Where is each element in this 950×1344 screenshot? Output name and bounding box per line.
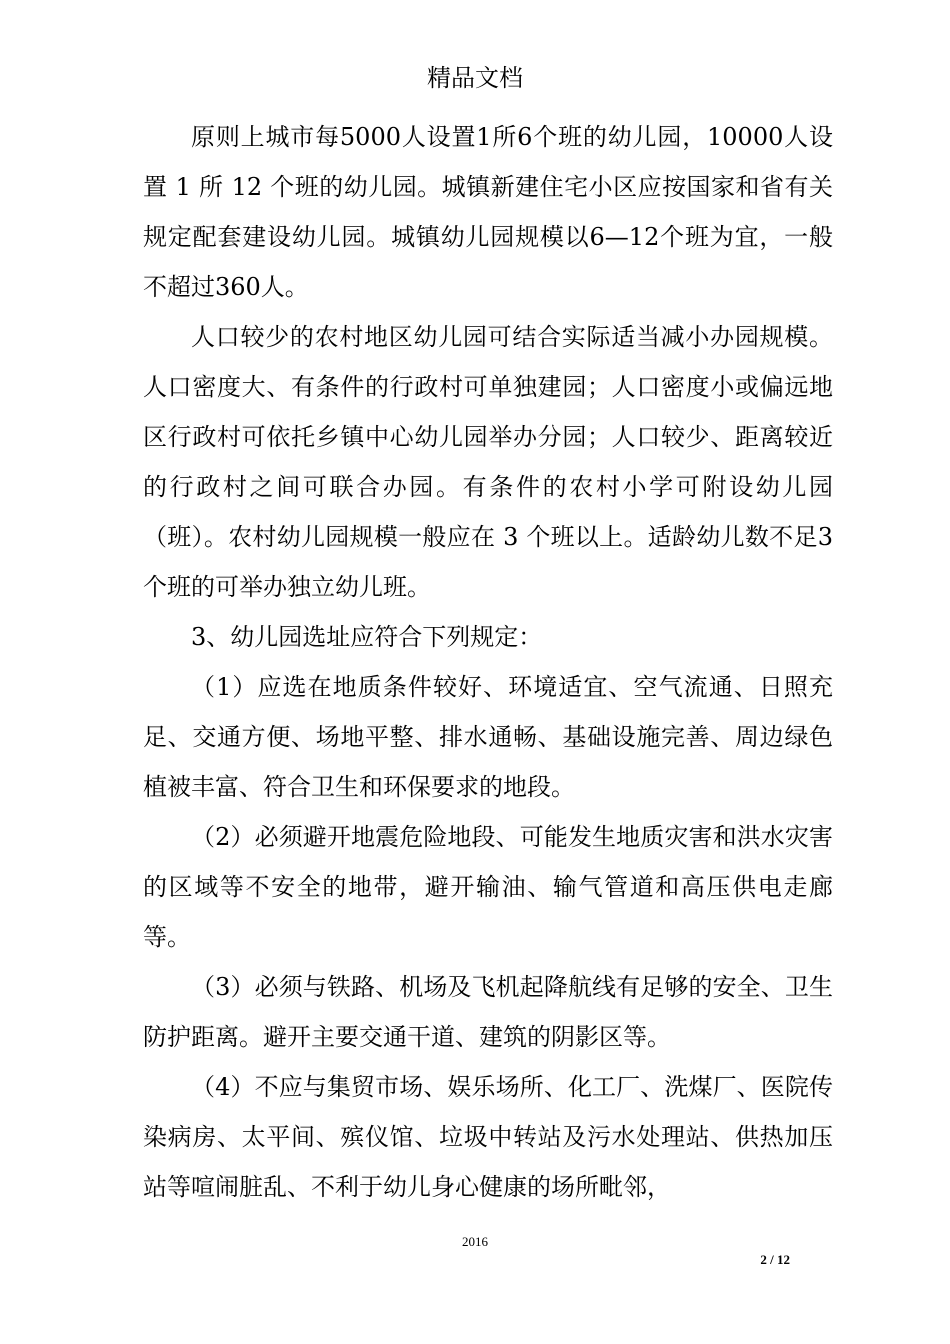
paragraph-kindergarten-scale-urban: 原则上城市每5000人设置1所6个班的幼儿园，10000人设置 1 所 12 个班的幼儿园。城镇新建住宅小区应按国家和省有关规定配套建设幼儿园。城镇幼儿园规模以6—12个班为宜，一般不超过360人。	[143, 123, 833, 301]
paragraph-site-rule-1: （1）应选在地质条件较好、环境适宜、空气流通、日照充足、交通方便、场地平整、排水通畅、基础设施完善、周边绿色植被丰富、符合卫生和环保要求的地段。	[143, 673, 833, 801]
paragraph-site-selection-heading: 3、幼儿园选址应符合下列规定：	[191, 623, 543, 651]
paragraph-site-rule-3: （3）必须与铁路、机场及飞机起降航线有足够的安全、卫生防护距离。避开主要交通干道、建筑的阴影区等。	[143, 973, 833, 1051]
document-body	[143, 112, 833, 1212]
paragraph-site-rule-2: （2）必须避开地震危险地段、可能发生地质灾害和洪水灾害的区域等不安全的地带，避开输油、输气管道和高压供电走廊等。	[143, 823, 833, 951]
footer-year: 2016	[462, 1234, 488, 1249]
paragraph-site-rule-4: （4）不应与集贸市场、娱乐场所、化工厂、洗煤厂、医院传染病房、太平间、殡仪馆、垃圾中转站及污水处理站、供热加压站等喧闹脏乱、不利于幼儿身心健康的场所毗邻，	[143, 1073, 833, 1201]
paragraph-kindergarten-scale-rural: 人口较少的农村地区幼儿园可结合实际适当减小办园规模。人口密度大、有条件的行政村可单独建园；人口密度小或偏远地区行政村可依托乡镇中心幼儿园举办分园；人口较少、距离较近的行政村之间可联合办园。有条件的农村小学可附设幼儿园（班）。农村幼儿园规模一般应在 3 个班以上。适龄幼儿数不足3个班的可举办独立幼儿班。	[143, 323, 833, 601]
page-number: 2 / 12	[760, 1252, 790, 1267]
page-header-title: 精品文档	[427, 64, 523, 92]
